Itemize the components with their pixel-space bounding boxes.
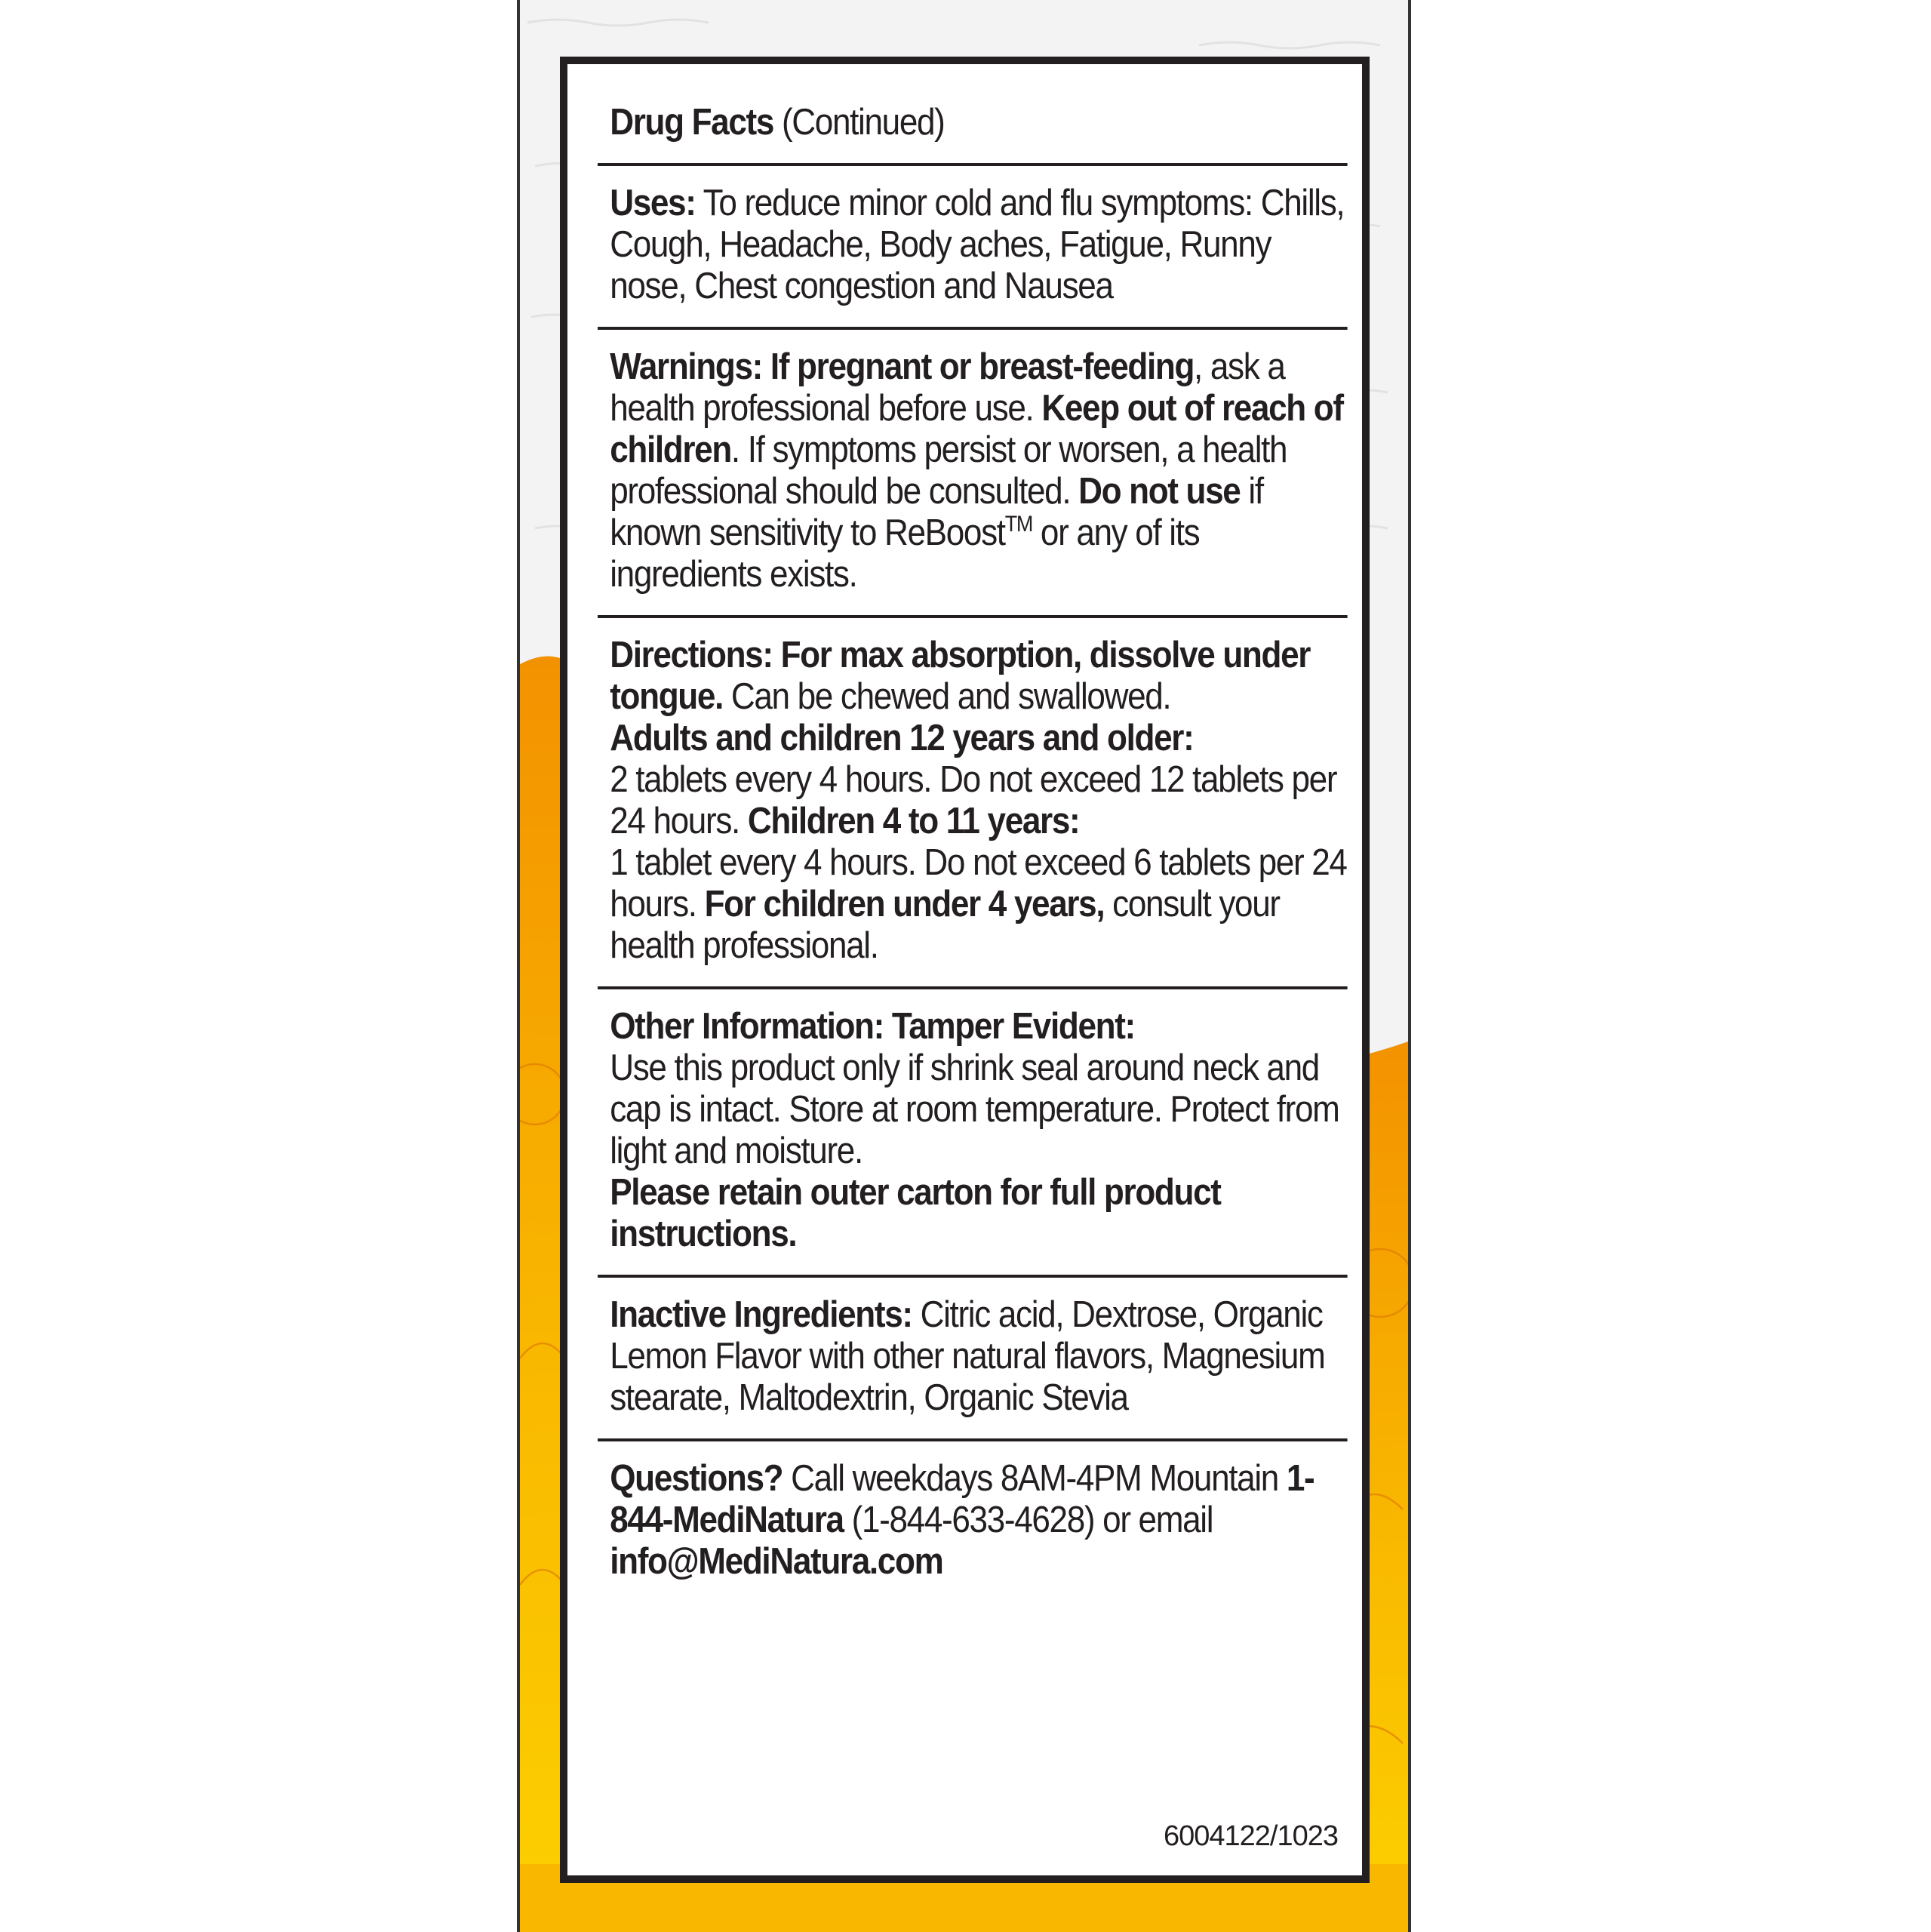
questions-section [598, 1438, 1348, 1602]
directions-text: Can be chewed and swallowed. [722, 676, 1171, 717]
citrus-wave-left [520, 657, 565, 1932]
lot-code: 6004122/1023 [1163, 1820, 1338, 1852]
retain-carton-notice: Please retain outer carton for full product instructions. [610, 1172, 1221, 1254]
other-info-text: Use this product only if shrink seal around neck and cap is intact. Store at room temperature. Protect from light and moisture. [610, 1048, 1339, 1171]
drug-facts-panel [560, 57, 1370, 1883]
questions-label: Questions? [610, 1458, 783, 1499]
directions-label: Directions: For max absorption, dissolve under tongue. [610, 635, 1311, 717]
other-info-label: Other Information: Tamper Evident: [610, 1006, 1135, 1047]
other-information-section [598, 986, 1348, 1275]
inactive-label: Inactive Ingredients: [610, 1294, 912, 1335]
adults-text: 2 tablets every 4 hours. Do not exceed 12 tablets per 24 hours. [610, 759, 1337, 841]
adults-label: Adults and children 12 years and older: [610, 718, 1194, 758]
trademark-symbol: TM [1004, 512, 1033, 537]
warnings-section [598, 327, 1348, 615]
under-4-label: For children under 4 years, [704, 884, 1105, 924]
warnings-text-2: . If symptoms persist or worsen, a health professional should be consulted. [610, 429, 1287, 512]
phone-number: 1-844-MediNatura [610, 1458, 1314, 1540]
directions-section [598, 615, 1348, 986]
uses-text: To reduce minor cold and flu symptoms: Chills, Cough, Headache, Body aches, Fatigue, Runny nose, Chest congestion and Nausea [610, 183, 1345, 306]
under-4-text: consult your health professional. [610, 884, 1280, 966]
warnings-do-not-use: Do not use [1078, 471, 1241, 512]
inactive-text: Citric acid, Dextrose, Organic Lemon Flavor with other natural flavors, Magnesium stearate, Maltodextrin, Organic Stevia [610, 1294, 1325, 1418]
warnings-keep-out: Keep out of reach of children [610, 388, 1343, 470]
support-email: info@MediNatura.com [610, 1541, 943, 1582]
warnings-text-1: , ask a health professional before use. [610, 346, 1285, 429]
questions-text-1: Call weekdays 8AM-4PM Mountain [783, 1458, 1287, 1499]
uses-section [598, 163, 1348, 327]
uses-label: Uses: [610, 183, 696, 223]
inactive-ingredients-section [598, 1275, 1348, 1438]
title-bold: Drug Facts [610, 102, 774, 143]
warnings-text-3: if known sensitivity to ReBoost [610, 471, 1263, 553]
warnings-text-4: or any of its ingredients exists. [610, 512, 1200, 595]
children-text: 1 tablet every 4 hours. Do not exceed 6 tablets per 24 hours. [610, 842, 1347, 924]
warnings-label: Warnings: If pregnant or breast-feeding [610, 346, 1195, 387]
children-label: Children 4 to 11 years: [747, 801, 1080, 841]
title-continued: (Continued) [773, 102, 945, 143]
questions-text-2: (1-844-633-4628) or email [843, 1500, 1213, 1540]
drug-facts-title [598, 102, 1348, 163]
